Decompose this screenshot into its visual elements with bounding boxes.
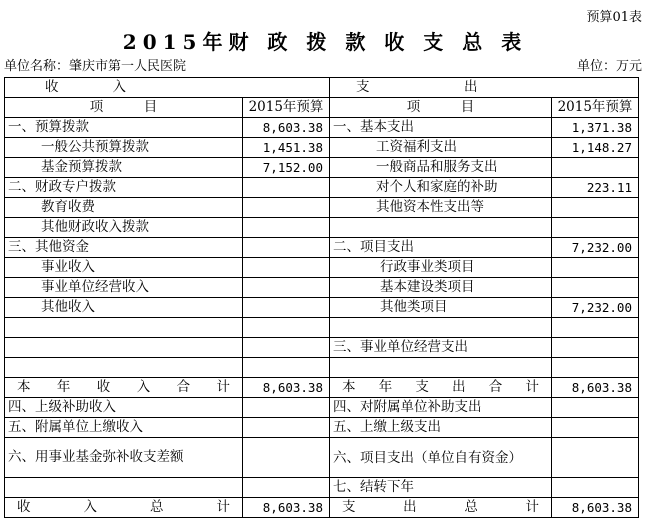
table-row: [5, 218, 639, 238]
income-item: 其他收入: [5, 298, 243, 318]
expense-header: 支 出: [330, 78, 639, 98]
income-item: 事业单位经营收入: [5, 278, 243, 298]
expense-value: [552, 318, 639, 338]
expense-item: 二、项目支出: [330, 238, 552, 258]
table-row: [5, 478, 639, 498]
expense-item: [330, 218, 552, 238]
table-row: [5, 238, 639, 258]
income-item: 其他财政收入拨款: [5, 218, 243, 238]
expense-total-value: 8,603.38: [552, 498, 639, 518]
budget-table: [4, 77, 639, 518]
income-value: [243, 358, 330, 378]
expense-value: [552, 158, 639, 178]
income-value: [243, 318, 330, 338]
unit-label: 单位：万元: [576, 59, 642, 74]
income-total-label: 收入总计: [5, 498, 243, 518]
income-value: [243, 258, 330, 278]
expense-item: [330, 318, 552, 338]
table-row: [5, 358, 639, 378]
expense-item: 六、项目支出（单位自有资金）: [330, 438, 552, 478]
income-item: 六、用事业基金弥补收支差额: [5, 438, 243, 478]
table-row: [5, 118, 639, 138]
expense-item: [330, 358, 552, 378]
income-value: [243, 198, 330, 218]
col-item-income: 项 目: [5, 98, 243, 118]
column-header-row: [5, 98, 639, 118]
expense-value: 7,232.00: [552, 238, 639, 258]
table-row: [5, 158, 639, 178]
expense-value: 1,148.27: [552, 138, 639, 158]
income-value: [243, 218, 330, 238]
income-total-value: 8,603.38: [243, 498, 330, 518]
expense-item: 基本建设类项目: [330, 278, 552, 298]
col-budget-expense: 2015年预算: [552, 98, 639, 118]
income-item: [5, 318, 243, 338]
expense-value: [552, 198, 639, 218]
expense-item: 四、对附属单位补助支出: [330, 398, 552, 418]
col-item-expense: 项 目: [330, 98, 552, 118]
page-title: 2015年财 政 拨 款 收 支 总 表: [122, 30, 528, 54]
income-value: 7,152.00: [243, 158, 330, 178]
income-value: [243, 338, 330, 358]
expense-subtotal-value: 8,603.38: [552, 378, 639, 398]
expense-item: 一、基本支出: [330, 118, 552, 138]
expense-item: 对个人和家庭的补助: [330, 178, 552, 198]
expense-total-label: 支出总计: [330, 498, 552, 518]
col-budget-income: 2015年预算: [243, 98, 330, 118]
income-value: [243, 178, 330, 198]
income-value: [243, 238, 330, 258]
table-row: [5, 398, 639, 418]
table-row: [5, 258, 639, 278]
income-item: 一般公共预算拨款: [5, 138, 243, 158]
expense-item: 三、事业单位经营支出: [330, 338, 552, 358]
table-row: [5, 278, 639, 298]
income-value: [243, 278, 330, 298]
income-item: 三、其他资金: [5, 238, 243, 258]
subtotal-row: [5, 378, 639, 398]
income-item: [5, 358, 243, 378]
income-item: 事业收入: [5, 258, 243, 278]
total-row: [5, 498, 639, 518]
expense-value: [552, 438, 639, 478]
table-row: [5, 178, 639, 198]
expense-value: [552, 358, 639, 378]
income-item: 基金预算拨款: [5, 158, 243, 178]
income-value: 1,451.38: [243, 138, 330, 158]
table-row: [5, 138, 639, 158]
income-subtotal-value: 8,603.38: [243, 378, 330, 398]
income-item: 四、上级补助收入: [5, 398, 243, 418]
expense-item: 其他类项目: [330, 298, 552, 318]
income-item: 教育收费: [5, 198, 243, 218]
table-row: [5, 298, 639, 318]
expense-value: 7,232.00: [552, 298, 639, 318]
income-subtotal-label: 本年收入合计: [5, 378, 243, 398]
income-value: [243, 418, 330, 438]
income-item: [5, 338, 243, 358]
expense-value: [552, 218, 639, 238]
expense-item: 其他资本性支出等: [330, 198, 552, 218]
expense-value: [552, 338, 639, 358]
expense-value: 1,371.38: [552, 118, 639, 138]
section-header-row: [5, 78, 639, 98]
income-item: 五、附属单位上缴收入: [5, 418, 243, 438]
table-row: [5, 418, 639, 438]
expense-value: [552, 478, 639, 498]
expense-value: 223.11: [552, 178, 639, 198]
income-value: [243, 478, 330, 498]
unit-name: 单位名称：肇庆市第一人民医院: [4, 59, 187, 74]
expense-value: [552, 258, 639, 278]
expense-value: [552, 418, 639, 438]
income-header: 收 入: [5, 78, 330, 98]
expense-value: [552, 278, 639, 298]
income-item: [5, 478, 243, 498]
expense-item: 五、上缴上级支出: [330, 418, 552, 438]
expense-item: 工资福利支出: [330, 138, 552, 158]
table-row: [5, 338, 639, 358]
income-value: [243, 398, 330, 418]
income-value: 8,603.38: [243, 118, 330, 138]
expense-subtotal-label: 本年支出合计: [330, 378, 552, 398]
income-item: 二、财政专户拨款: [5, 178, 243, 198]
income-value: [243, 298, 330, 318]
income-item: 一、预算拨款: [5, 118, 243, 138]
income-value: [243, 438, 330, 478]
table-row: [5, 198, 639, 218]
form-code: 预算01表: [586, 10, 642, 25]
table-row: [5, 438, 639, 478]
expense-item: 七、结转下年: [330, 478, 552, 498]
expense-value: [552, 398, 639, 418]
table-row: [5, 318, 639, 338]
expense-item: 行政事业类项目: [330, 258, 552, 278]
expense-item: 一般商品和服务支出: [330, 158, 552, 178]
